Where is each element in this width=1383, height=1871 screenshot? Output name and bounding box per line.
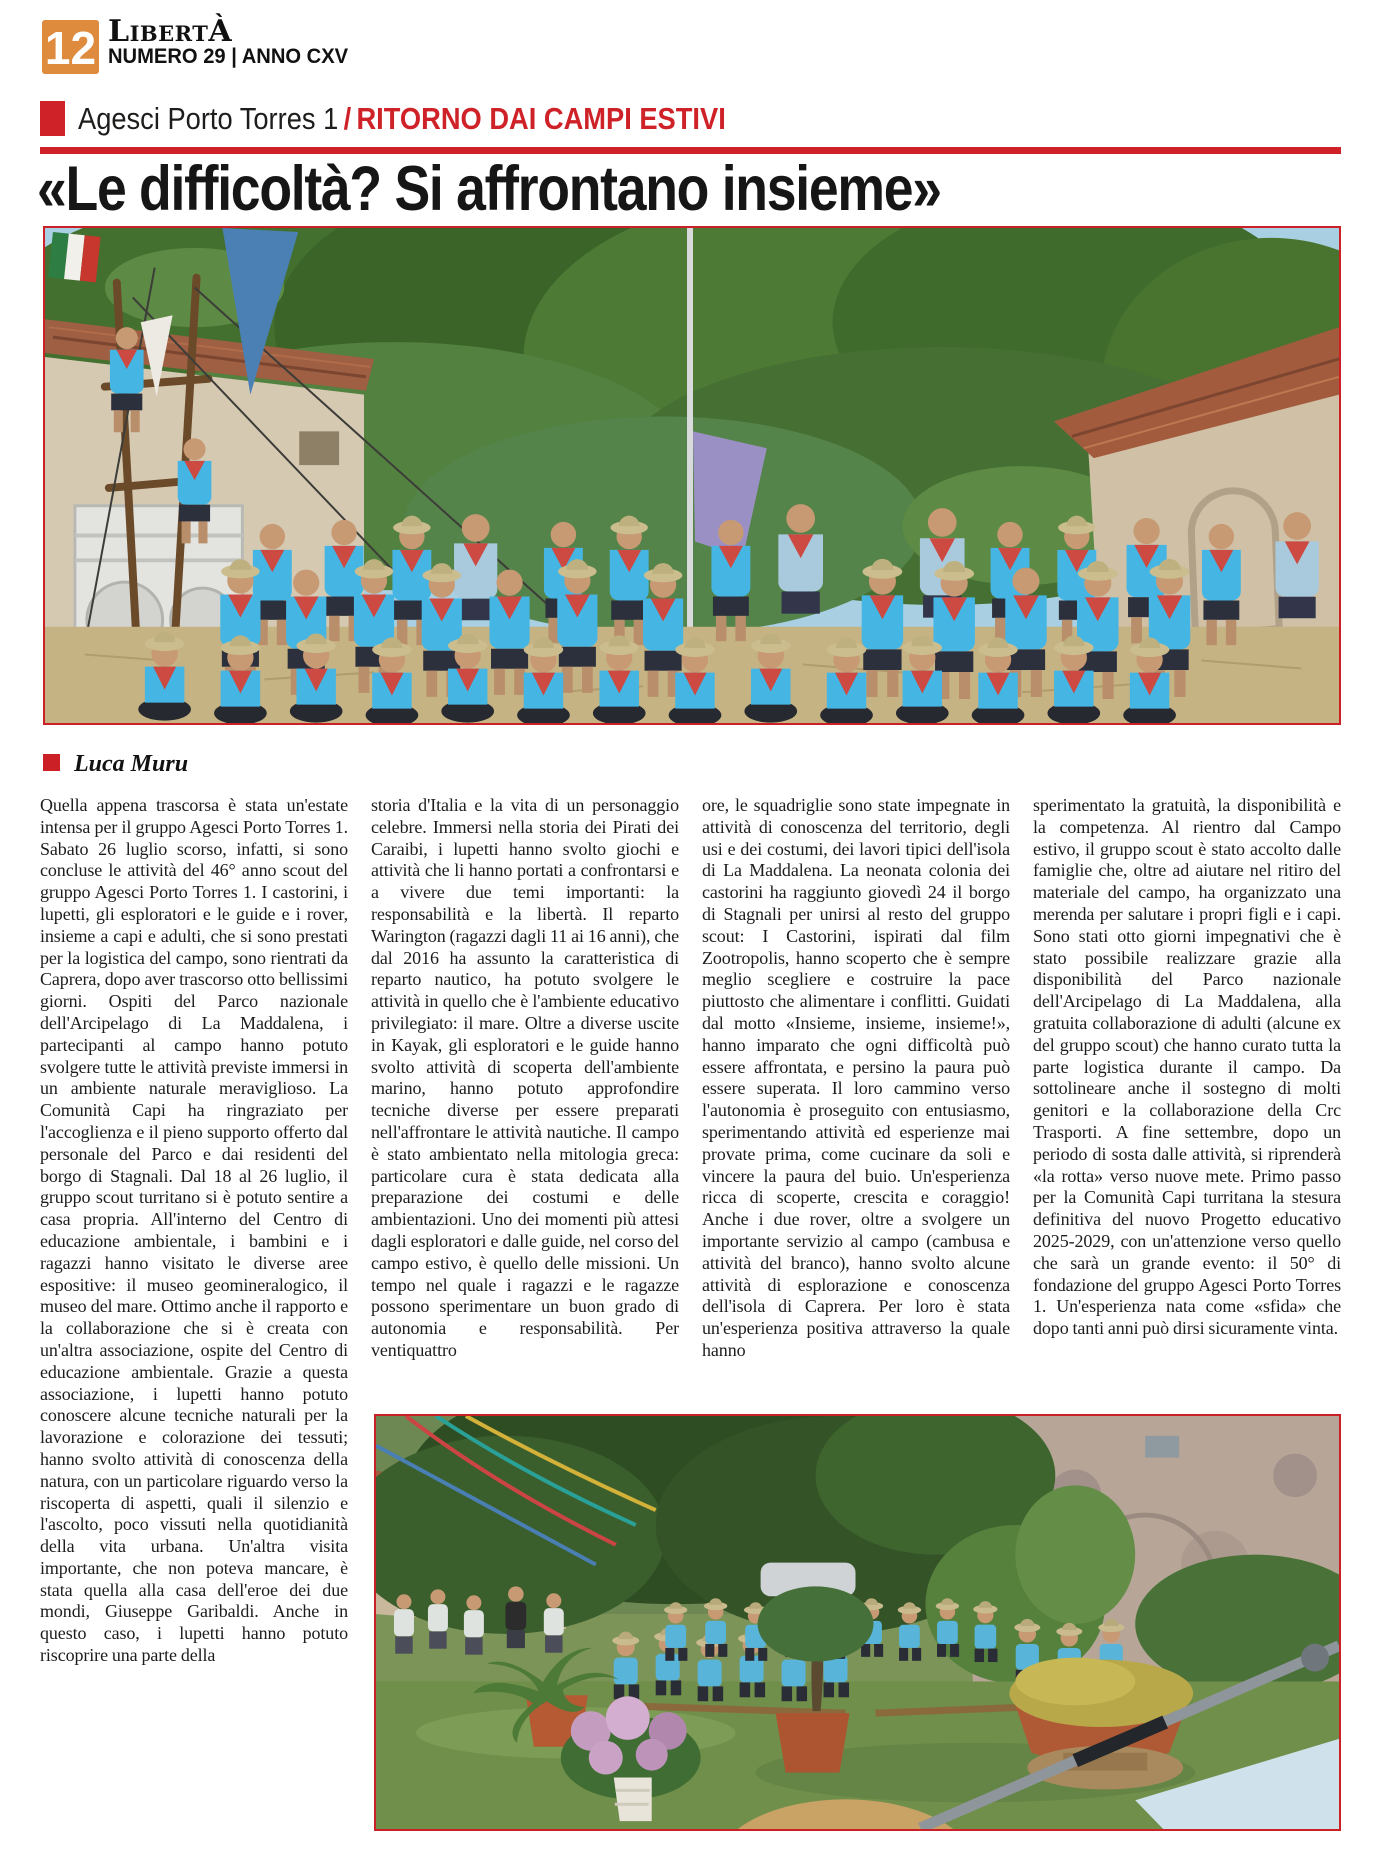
article-column-3: ore, le squadriglie sono state impegnate in attività di conoscenza del territorio, degli usi e dei costumi, dei lavori tipici dell'isola di La Maddalena. La neonata colonia dei castorini ha raggiunto giovedì 24 il borgo di Stagnali per unirsi al resto del gruppo scout: I Castorini, ispirati dal film Zootropolis, hanno scoperto che è sempre meglio scegliere e costruire la pace piuttosto che alimentare i conflitti. Guidati dal motto «Insieme, insieme, insieme!», hanno imparato che ogni difficoltà può essere affrontata, e persino la paura può essere superata. Il loro cammino verso l'autonomia è proseguito con entusiasmo, sperimentando attività ed esperienze mai provate prima, come cucinare da soli e vincere la paura del buio. Un'esperienza ricca di scoperte, crescita e coraggio! Anche i due rover, oltre a svolgere un importante servizio al campo (cambusa e attività del branco), hanno svolto alcune attività di esplorazione e conoscenza dell'isola di Caprera. Per loro è stata un'esperienza positiva attraverso la quale hanno bbox=[702, 795, 1010, 1360]
headline: «Le difficoltà? Si affrontano insieme» bbox=[37, 154, 941, 224]
issue-line: NUMERO 29 | ANNO CXV bbox=[108, 45, 349, 68]
section-kicker bbox=[40, 101, 814, 139]
garden-ceremony-illustration bbox=[376, 1416, 1339, 1829]
article-column-4: sperimentato la gratuità, la disponibilità e la competenza. Al rientro dal Campo estivo, il gruppo scout è stato accolto dalle famiglie che, oltre ad aiutare nel ritiro del materiale del campo, ha organizzato una merenda per salutare i propri figli e i capi. Sono stati otto giorni impegnativi che è stato possibile realizzare grazie alla disponibilità del Parco nazionale dell'Arcipelago di La Maddalena, alla gratuita collaborazione di adulti (alcune ex del gruppo scout) che hanno curato tutta la parte logistica durante il campo. Da sottolineare anche il sostegno di molti genitori e la collaborazione della Crc Trasporti. A fine settembre, dopo un periodo di sosta dalle attività, si riprenderà «la rotta» verso nuove mete. Primo passo per la Comunità Capi turritana la stesura definitiva del nuovo Progetto educativo 2025-2029, con un'attenzione verso quello che sarà un grande evento: il 50° di fondazione del gruppo Agesci Porto Torres 1. Un'esperienza nata come «sfida» che dopo tanti anni può dirsi sicuramente vinta. bbox=[1033, 795, 1341, 1339]
top-photo-scout-group bbox=[43, 226, 1341, 725]
kicker-group-label: Agesci Porto Torres 1 bbox=[78, 101, 339, 136]
article-column-1: Quella appena trascorsa è stata un'estate intensa per il gruppo Agesci Porto Torres 1. Sabato 26 luglio scorso, infatti, si sono concluse le attività del 46° anno scout del gruppo Agesci Porto Torres 1. I castorini, i lupetti, gli esploratori e le guide e i rover, insieme a capi e adulti, che si sono prestati per la logistica del campo, sono rientrati da Caprera, dopo aver trascorso otto bellissimi giorni. Ospiti del Parco nazionale dell'Arcipelago di La Maddalena, i partecipanti al campo hanno potuto svolgere tutte le attività previste immersi in un ambiente naturale meraviglioso. La Comunità Capi ha ringraziato per l'accoglienza e il pieno supporto offerto dal personale del Parco e dai residenti del borgo di Stagnali. Dal 18 al 26 luglio, il gruppo scout turritano si è potuto sentire a casa propria. All'interno del Centro di educazione ambientale, i bambini e i ragazzi hanno visitato le diverse aree espositive: il museo geomineralogico, il museo del mare. Ottimo anche il rapporto e la collaborazione che si è creata con un'altra associazione, ospite del Centro di educazione ambientale. Grazie a questa associazione, i lupetti hanno potuto conoscere alcune tecniche naturali per la lavorazione e colorazione dei tessuti; hanno svolto attività di conoscenza della natura, con un particolare riguardo verso la riscoperta di aspetti, quali il silenzio e l'ascolto, poco vissuti nella quotidianità della vita urbana. Un'altra visita importante, che non poteva mancare, è stata quella alla casa dell'eroe dei due mondi, Giuseppe Garibaldi. Anche in questo caso, i lupetti hanno potuto riscoprire una parte della bbox=[40, 795, 348, 1666]
article-column-2: storia d'Italia e la vita di un personaggio celebre. Immersi nella storia dei Pirati dei Caraibi, i lupetti hanno svolto giochi e attività che li hanno portati a confrontarsi e a vivere due temi importanti: la responsabilità e la libertà. Il reparto Warington (ragazzi dagli 11 ai 16 anni), che dal 2016 ha assunto la caratteristica di reparto nautico, ha potuto svolgere le attività in quello che è l'ambiente educativo privilegiato: il mare. Oltre a diverse uscite in Kayak, gli esploratori e le guide hanno svolto attività di scoperta dell'ambiente marino, hanno potuto approfondire tecniche diverse per essere preparati nell'affrontare le attività nautiche. Il campo è stato ambientato nella mitologia greca: particolare cura è stata dedicata alla preparazione dei costumi e delle ambientazioni. Uno dei momenti più attesi dagli esploratori e dalle guide, nel corso del campo estivo, è quello delle missioni. Un tempo nel quale i ragazzi e le ragazze possono sperimentare un buon grado di autonomia e responsabilità. Per ventiquattro bbox=[371, 795, 679, 1360]
italian-flag bbox=[48, 232, 100, 282]
byline-author: Luca Muru bbox=[74, 751, 189, 777]
kicker-section-label: RITORNO DAI CAMPI ESTIVI bbox=[356, 101, 726, 136]
red-square-bullet bbox=[43, 754, 60, 771]
page-number-badge: 12 bbox=[42, 20, 99, 74]
scout-group-illustration bbox=[45, 228, 1339, 723]
newspaper-name: LibertÀ bbox=[108, 14, 233, 49]
byline bbox=[43, 751, 188, 775]
kicker-separator: / bbox=[343, 101, 352, 136]
bottom-photo-garden-ceremony bbox=[374, 1414, 1341, 1831]
red-square-bullet bbox=[40, 101, 65, 136]
